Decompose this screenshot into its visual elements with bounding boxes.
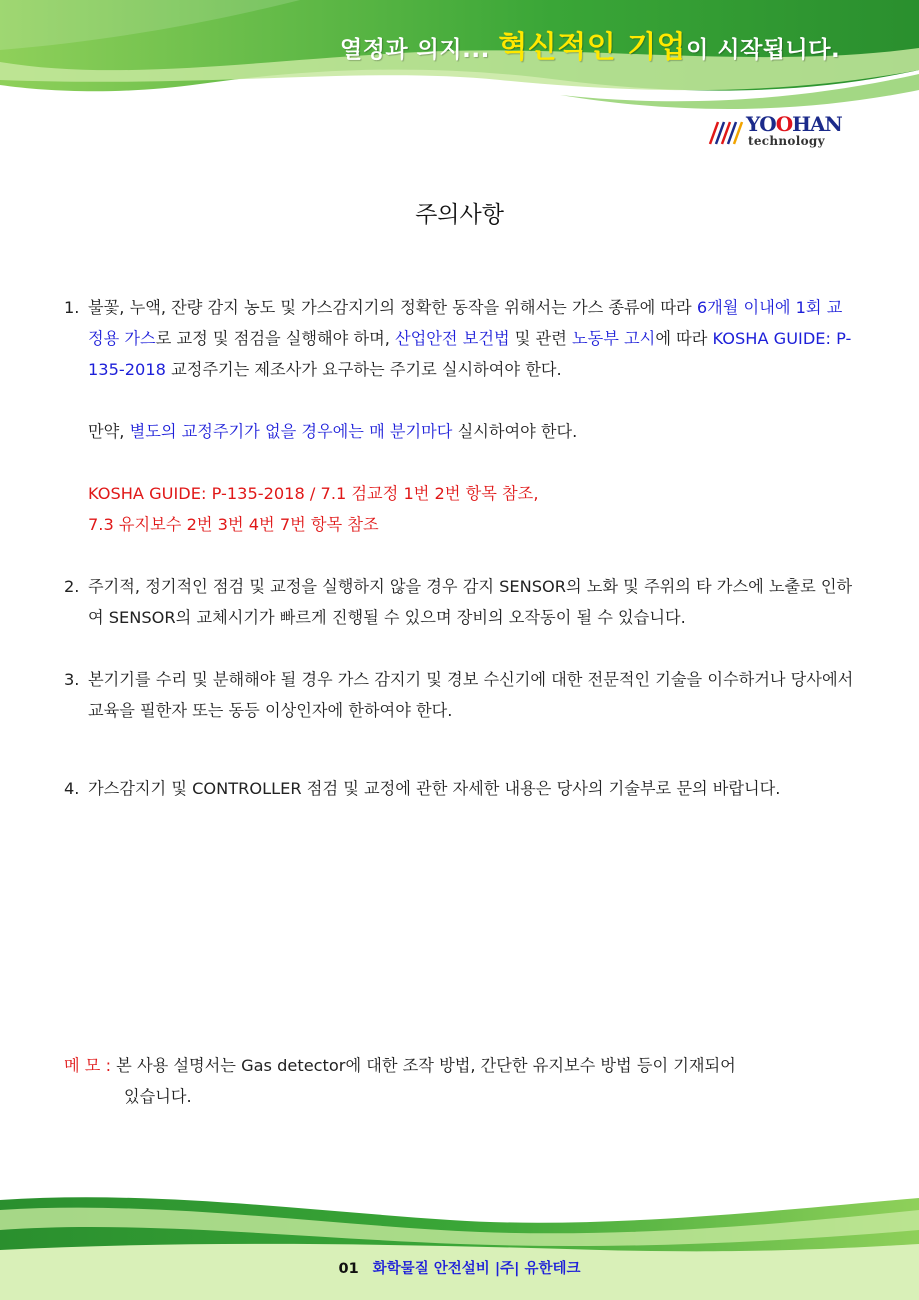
slogan-part1: 열정과 의지... (340, 37, 499, 63)
item1-highlight-4: KOSHA GUIDE: P-135-2018 (88, 329, 852, 379)
item4-text: 가스감지기 및 CONTROLLER 점검 및 교정에 관한 자세한 내용은 당사의 기술부로 문의 바랍니다. (88, 779, 781, 798)
item3-text: 본기기를 수리 및 분해해야 될 경우 가스 감지기 및 경보 수신기에 대한 전문적인 기술을 이수하거나 당사에서 교육을 필한자 또는 동등 이상인자에 한하여야 한다. (88, 670, 854, 720)
footer (0, 1257, 919, 1278)
item-number: 2. (64, 577, 80, 596)
item1-paragraph: 만약, 별도의 교정주기가 없을 경우에는 매 분기마다 실시하여야 한다. (88, 422, 578, 441)
item1-text-4: 에 따라 (655, 329, 713, 348)
item1-highlight-2: 산업안전 보건법 (395, 329, 510, 348)
item1-text-5: 교정주기는 제조사가 요구하는 주기로 실시하여야 한다. (165, 360, 562, 379)
header-slogan (340, 22, 840, 66)
page-title: 주의사항 (415, 202, 504, 228)
item2-text: 주기적, 정기적인 점검 및 교정을 실행하지 않을 경우 감지 SENSOR의 노화 및 주위의 타 가스에 노출로 인하여 SENSOR의 교체시기가 빠르게 진행될 수 있으며 장비의 오작동이 될 수 있습니다. (88, 577, 853, 627)
slogan-highlight: 혁신적인 기업 (498, 30, 687, 65)
notice-item-2 (64, 571, 854, 633)
notice-item-4 (64, 773, 854, 804)
memo-line-2: 있습니다. (124, 1087, 192, 1106)
logo-stripes-icon (706, 118, 746, 148)
item1-highlight-3: 노동부 고시 (571, 329, 656, 348)
logo-subtitle: technology (748, 134, 825, 148)
item1-text-3: 및 관련 (509, 329, 572, 348)
memo-label: 메 모 : (64, 1056, 117, 1075)
item1-text-2: 로 교정 및 점검을 실행해야 하며, (155, 329, 396, 348)
item1-paragraph-highlight: 별도의 교정주기가 없을 경우에는 매 분기마다 (129, 422, 453, 441)
item-number: 4. (64, 779, 80, 798)
notice-item-3 (64, 664, 854, 726)
notice-item-1 (64, 292, 854, 385)
slogan-part2: 이 시작됩니다. (686, 37, 841, 63)
footer-wave-banner (0, 1170, 919, 1300)
item1-text-1: 불꽃, 누액, 잔량 감지 농도 및 가스감지기의 정확한 동작을 위해서는 가스 종류에 따라 (88, 298, 697, 317)
footer-company: 화학물질 안전설비 |주| 유한테크 (372, 1261, 581, 1277)
notice-list (64, 292, 854, 804)
kosha-reference-line-1: KOSHA GUIDE: P-135-2018 / 7.1 검교정 1번 2번 항목 참조, (88, 484, 539, 503)
memo-note (64, 1050, 864, 1112)
company-logo (706, 110, 851, 154)
item1-highlight-1: 6개월 이내에 1회 교정용 가스 (88, 298, 843, 348)
item-number: 3. (64, 670, 80, 689)
memo-line-1: 본 사용 설명서는 Gas detector에 대한 조작 방법, 간단한 유지보수 방법 등이 기재되어 (116, 1056, 736, 1075)
kosha-reference-line-2: 7.3 유지보수 2번 3번 4번 7번 항목 참조 (88, 515, 379, 534)
logo-name: YOOHAN (746, 112, 842, 136)
page-number: 01 (338, 1261, 359, 1277)
item-number: 1. (64, 298, 80, 317)
